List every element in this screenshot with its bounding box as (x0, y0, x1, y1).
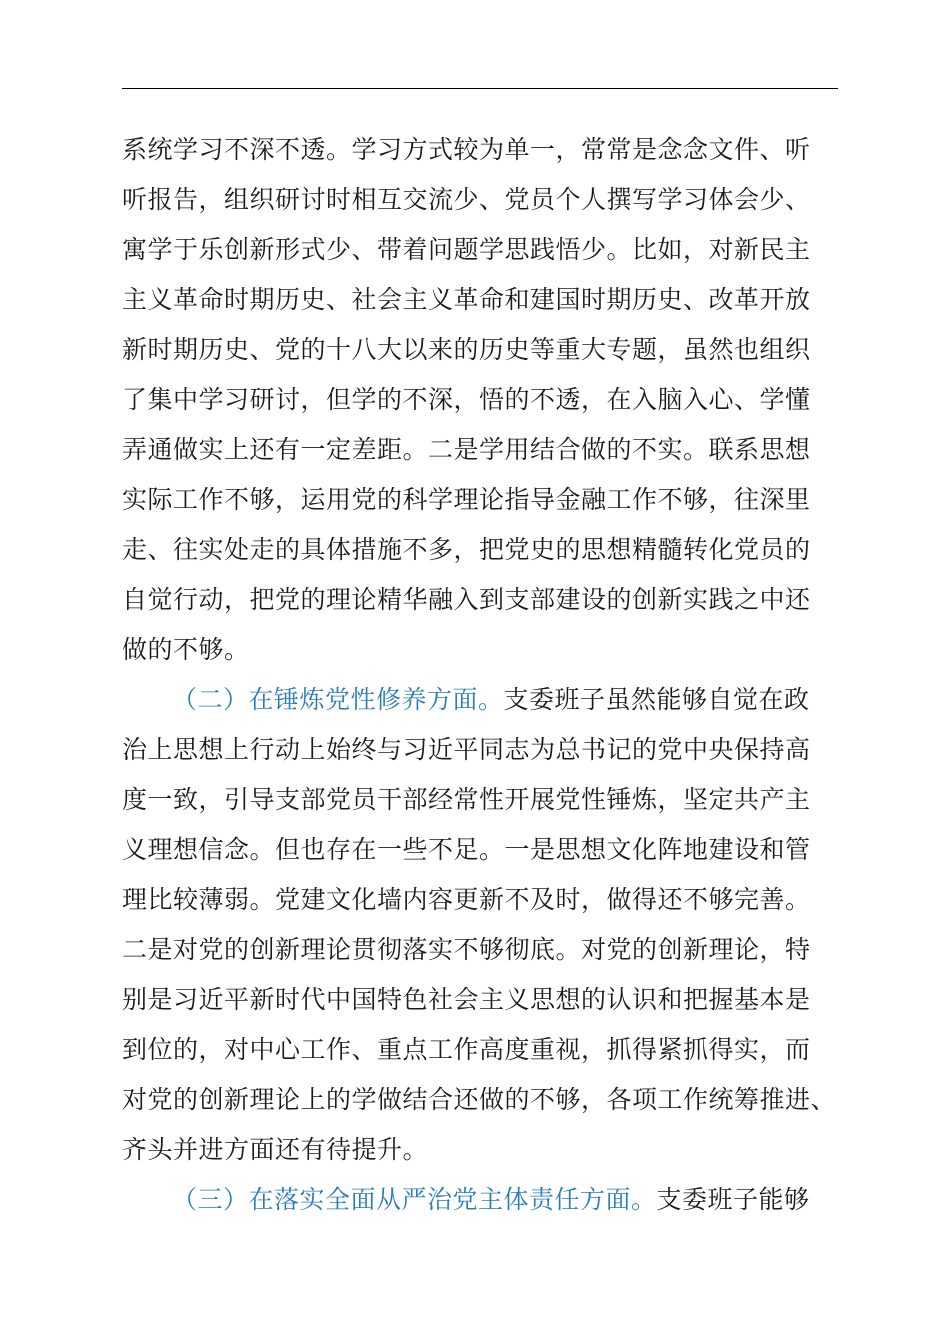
paragraph-line: 了集中学习研讨，但学的不深，悟的不透，在入脑入心、学懂 (122, 385, 811, 414)
paragraph-line: 自觉行动，把党的理论精华融入到支部建设的创新实践之中还 (122, 585, 811, 614)
section-2-heading: （二）在锤炼党性修养方面。 (172, 685, 504, 714)
paragraph-line: 做的不够。 (122, 635, 250, 664)
paragraph-line: 系统学习不深不透。学习方式较为单一，常常是念念文件、听 (122, 135, 811, 164)
paragraph-line: 度一致，引导支部党员干部经常性开展党性锤炼，坚定共产主 (122, 785, 811, 814)
paragraph-line: 齐头并进方面还有待提升。 (122, 1135, 429, 1164)
paragraph-line: 实际工作不够，运用党的科学理论指导金融工作不够，往深里 (122, 485, 811, 514)
paragraph-line: 听报告，组织研讨时相互交流少、党员个人撰写学习体会少、 (122, 185, 811, 214)
paragraph-line: 寓学于乐创新形式少、带着问题学思践悟少。比如，对新民主 (122, 235, 811, 264)
paragraph-line: 弄通做实上还有一定差距。二是学用结合做的不实。联系思想 (122, 435, 811, 464)
section-3-heading: （三）在落实全面从严治党主体责任方面。 (172, 1185, 657, 1214)
section-2-first-line (122, 675, 842, 725)
paragraph-line: 新时期历史、党的十八大以来的历史等重大专题，虽然也组织 (122, 335, 811, 364)
section-2-first-text: 支委班子虽然能够自觉在政 (503, 685, 810, 714)
section-3-first-text: 支委班子能够 (656, 1185, 810, 1214)
paragraph-line: 二是对党的创新理论贯彻落实不够彻底。对党的创新理论，特 (122, 935, 811, 964)
paragraph-line: 理比较薄弱。党建文化墙内容更新不及时，做得还不够完善。 (122, 885, 811, 914)
paragraph-line: 到位的，对中心工作、重点工作高度重视，抓得紧抓得实，而 (122, 1035, 811, 1064)
paragraph-line: 治上思想上行动上始终与习近平同志为总书记的党中央保持高 (122, 735, 811, 764)
paragraph-line: 别是习近平新时代中国特色社会主义思想的认识和把握基本是 (122, 985, 811, 1014)
section-3-first-line (122, 1175, 842, 1225)
paragraph-line: 主义革命时期历史、社会主义革命和建国时期历史、改革开放 (122, 285, 811, 314)
paragraph-line: 走、往实处走的具体措施不多，把党史的思想精髓转化党员的 (122, 535, 811, 564)
header-rule (122, 88, 838, 89)
body-text (122, 125, 842, 1225)
paragraph-line: 义理想信念。但也存在一些不足。一是思想文化阵地建设和管 (122, 835, 811, 864)
paragraph-line: 对党的创新理论上的学做结合还做的不够，各项工作统筹推进、 (122, 1085, 837, 1114)
